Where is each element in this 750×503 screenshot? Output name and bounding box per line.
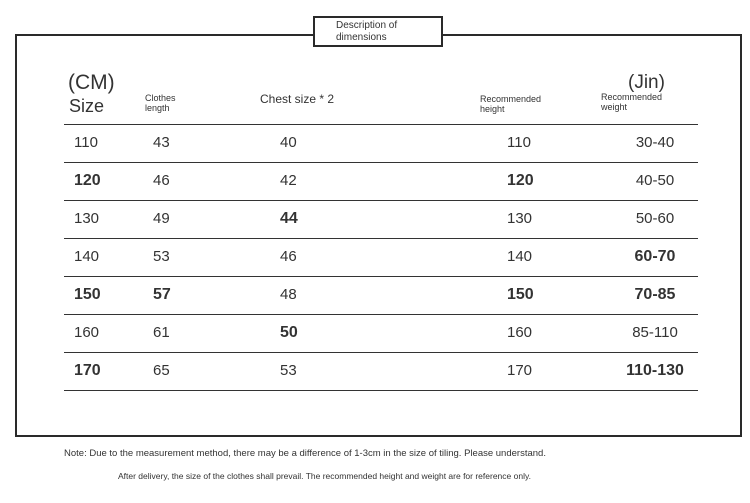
height-cell: 140 [507, 248, 533, 265]
measurement-note: Note: Due to the measurement method, there may be a difference of 1-3cm in the size of tiling. Please understand. [64, 448, 546, 459]
clothes-length-header: Clothes length [145, 93, 176, 113]
height-cell: 160 [507, 324, 533, 341]
table-row [64, 124, 698, 162]
table-row [64, 352, 698, 391]
height-cell: 170 [507, 362, 533, 379]
table-row [64, 314, 698, 352]
height-cell: 150 [507, 286, 534, 303]
height-cell: 130 [507, 210, 533, 227]
length-cell: 46 [153, 172, 170, 189]
chest-size-header: Chest size * 2 [260, 92, 335, 106]
weight-unit-label: (Jin) [628, 72, 665, 93]
size-cell: 130 [74, 210, 100, 227]
length-cell: 57 [153, 286, 171, 303]
table-row [64, 276, 698, 314]
chest-cell: 44 [280, 210, 298, 227]
size-cell: 120 [74, 172, 101, 189]
chest-cell: 50 [280, 324, 298, 341]
length-cell: 61 [153, 324, 170, 341]
recommended-weight-header: Recommended weight [601, 92, 663, 112]
recommended-height-header: Recommended height [480, 94, 542, 114]
length-cell: 65 [153, 362, 170, 379]
size-cell: 160 [74, 324, 100, 341]
size-unit-label: (CM) [68, 71, 115, 94]
table-row [64, 238, 698, 276]
height-cell: 120 [507, 172, 534, 189]
length-cell: 53 [153, 248, 170, 265]
chest-cell: 53 [280, 362, 297, 379]
weight-cell: 70-85 [634, 286, 676, 303]
chest-cell: 48 [280, 286, 297, 303]
size-column-header: Size [69, 96, 105, 116]
size-table [64, 124, 698, 391]
size-cell: 110 [74, 134, 98, 151]
weight-cell: 60-70 [634, 248, 676, 265]
weight-cell: 85-110 [632, 324, 678, 341]
delivery-note: After delivery, the size of the clothes shall prevail. The recommended height and weight are for reference only. [118, 471, 531, 481]
length-cell: 43 [153, 134, 170, 151]
length-cell: 49 [153, 210, 170, 227]
size-cell: 150 [74, 286, 101, 303]
weight-cell: 50-60 [635, 210, 675, 227]
table-row [64, 162, 698, 200]
chest-cell: 40 [280, 134, 297, 151]
table-row [64, 200, 698, 238]
chest-cell: 46 [280, 248, 297, 265]
weight-cell: 40-50 [635, 172, 675, 189]
size-cell: 140 [74, 248, 100, 265]
size-cell: 170 [74, 362, 101, 379]
chart-title: Description of dimensions [313, 16, 443, 47]
weight-cell: 110-130 [626, 362, 684, 379]
height-cell: 110 [507, 134, 531, 151]
chest-cell: 42 [280, 172, 297, 189]
weight-cell: 30-40 [635, 134, 675, 151]
